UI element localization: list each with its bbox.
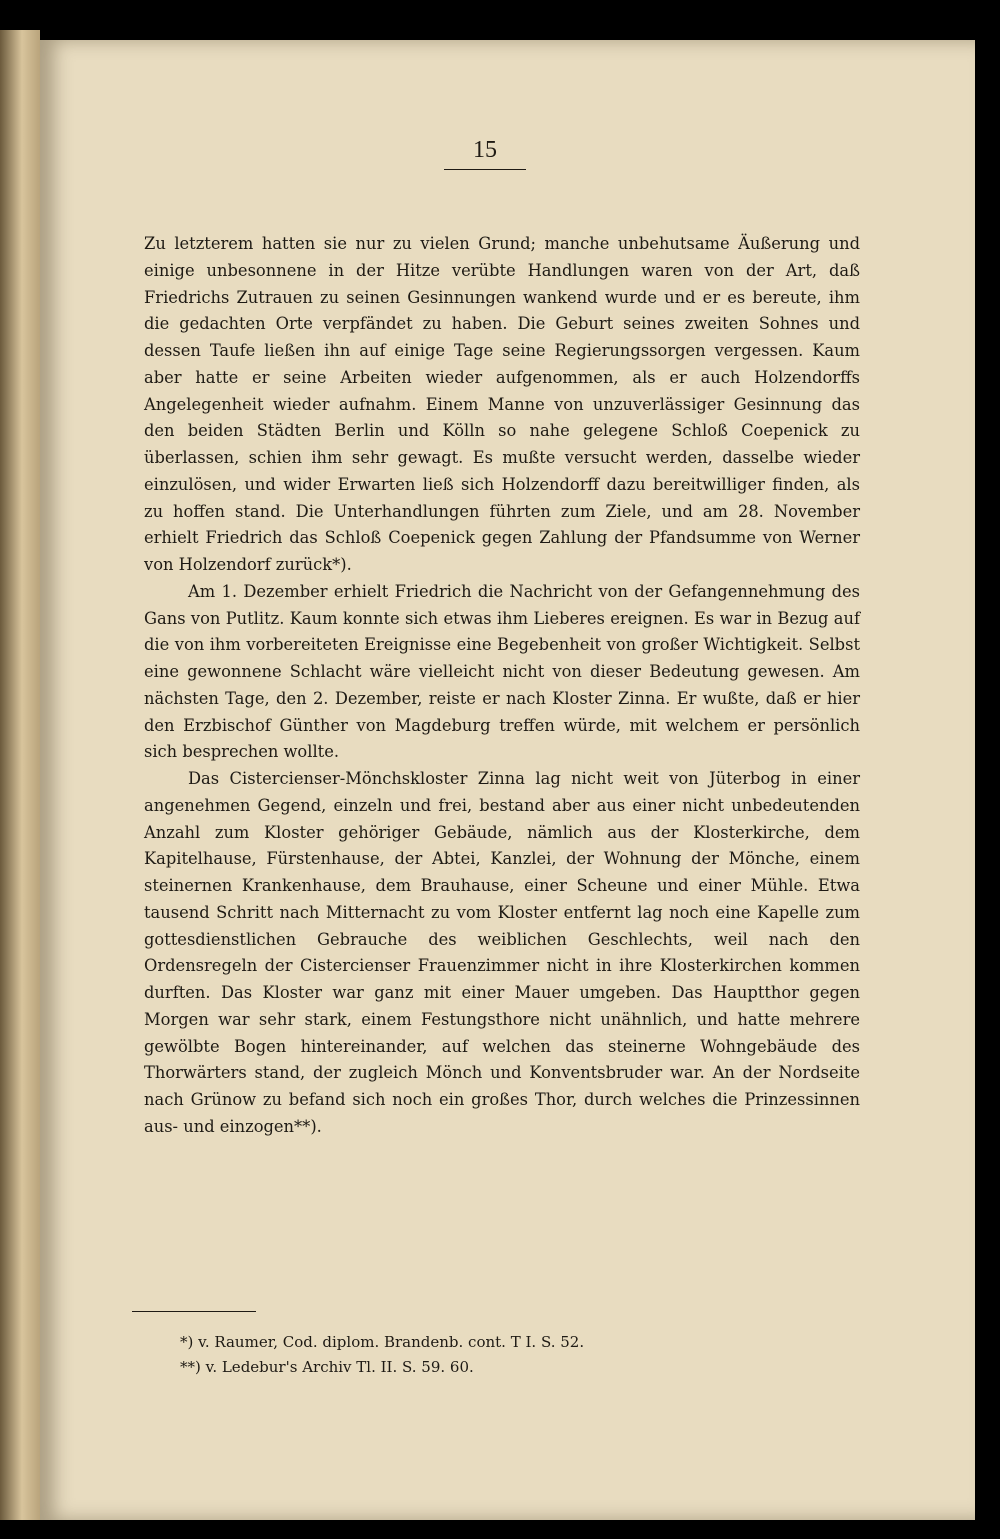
paragraph: Zu letzterem hatten sie nur zu vielen Grund; manche unbehutsame Äußerung und einige unbesonnene in der Hitze verübte Handlungen waren von der Art, daß Friedrichs Zutrauen zu seinen Gesinnungen wankend wurde und er es bereute, ihm die gedachten Orte verpfändet zu haben. Die Geburt seines zweiten Sohnes und dessen Taufe ließen ihn auf einige Tage seine Regierungssorgen vergessen. Kaum aber hatte er seine Arbeiten wieder aufgenommen, als er auch Holzendorffs Angelegenheit wieder aufnahm. Einem Manne von unzuverlässiger Gesinnung das den beiden Städten Berlin und Kölln so nahe gelegene Schloß Coepenick zu überlassen, schien ihm sehr gewagt. Es mußte versucht werden, dasselbe wieder einzulösen, und wider Erwarten ließ sich Holzendorff dazu bereitwilliger finden, als zu hoffen stand. Die Unterhandlungen führten zum Ziele, und am 28. November erhielt Friedrich das Schloß Coepenick gegen Zahlung der Pfandsumme von Werner von Holzendorf zurück*). <box>144 234 860 574</box>
paragraph: Am 1. Dezember erhielt Friedrich die Nachricht von der Gefangennehmung des Gans von Putlitz. Kaum konnte sich etwas ihm Lieberes ereignen. Es war in Bezug auf die von ihm vorbereiteten Ereignisse eine Begebenheit von großer Wichtigkeit. Selbst eine gewonnene Schlacht wäre vielleicht nicht von dieser Bedeutung gewesen. Am nächsten Tage, den 2. Dezember, reiste er nach Kloster Zinna. Er wußte, daß er hier den Erzbischof Günther von Magdeburg treffen würde, mit welchem er persönlich sich besprechen wollte. <box>144 581 860 762</box>
body-text <box>144 231 860 1141</box>
header-rule <box>444 169 526 170</box>
paragraph: Das Cistercienser-Mönchskloster Zinna lag nicht weit von Jüterbog in einer angenehmen Gegend, einzeln und frei, bestand aber aus einer nicht unbedeutenden Anzahl zum Kloster gehöriger Gebäude, nämlich aus der Klosterkirche, dem Kapitelhause, Fürstenhause, der Abtei, Kanzlei, der Wohnung der Mönche, einem steinernen Krankenhause, dem Brauhause, einer Scheune und einer Mühle. Etwa tausend Schritt nach Mitternacht zu vom Kloster entfernt lag noch eine Kapelle zum gottesdienstlichen Gebrauche des weiblichen Geschlechts, weil nach den Ordensregeln der Cistercienser Frauenzimmer nicht in ihre Klosterkirchen kommen durften. Das Kloster war ganz mit einer Mauer umgeben. Das Hauptthor gegen Morgen war sehr stark, einem Festungsthore nicht unähnlich, und hatte mehrere gewölbte Bogen hintereinander, auf welchen das steinerne Wohngebäude des Thorwärters stand, der zugleich Mönch und Konventsbruder war. An der Nordseite nach Grünow zu befand sich noch ein großes Thor, durch welches die Prinzessinnen aus- und einzogen**). <box>144 769 860 1136</box>
page-number: 15 <box>473 137 497 163</box>
footnote-rule <box>132 1311 256 1312</box>
footnote: *) v. Raumer, Cod. diplom. Brandenb. cont. T I. S. 52. <box>180 1333 585 1351</box>
footnote: **) v. Ledebur's Archiv Tl. II. S. 59. 60. <box>180 1358 474 1376</box>
page-sheet <box>40 40 975 1520</box>
footnotes <box>180 1330 820 1380</box>
book-spine <box>0 30 40 1520</box>
